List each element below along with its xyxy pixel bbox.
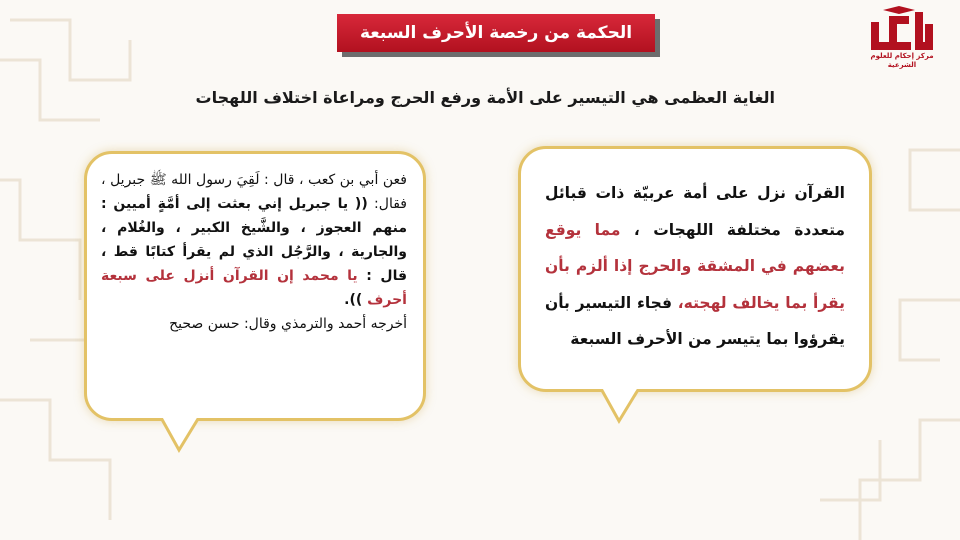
hadith-text <box>101 168 407 336</box>
explanation-bubble <box>518 146 872 392</box>
explanation-part-3: فجاء التيسير بأن يقرؤوا بما يتيسر من الأحرف السبعة <box>545 293 845 348</box>
logo-subtitle: مركز إحكام للعلوم الشرعية <box>870 52 934 69</box>
explanation-highlight: مما يوقع بعضهم في المشقة والحرج إذا ألزم بأن يقرأ بما يخالف لهجته، <box>545 220 845 312</box>
slide-title: الحكمة من رخصة الأحرف السبعة <box>337 14 655 52</box>
speech-bubble-tail-icon <box>597 385 647 425</box>
logo-mark-icon <box>867 6 937 54</box>
slide-subtitle: الغاية العظمى هي التيسير على الأمة ورفع الحرج ومراعاة اختلاف اللهجات <box>195 88 775 107</box>
hadith-quote-highlight: يا محمد إن القرآن أنزل على سبعة أحرف <box>101 268 407 308</box>
hadith-bubble <box>84 151 426 421</box>
hadith-source: أخرجه أحمد والترمذي وقال: حسن صحيح <box>169 316 407 332</box>
hadith-quote: (( يا جبريل إني بعثت إلى أمَّةٍ أميين : منهم العجوز ، والشَّيخ الكبير ، والغُلام ، والجارية ، والرَّجُل الذي لم يقرأ كتابًا قط ، قال : <box>101 196 407 284</box>
hadith-quote-end: )). <box>344 292 368 308</box>
explanation-text <box>545 175 845 358</box>
explanation-part-1: القرآن نزل على أمة عربيّة ذات قبائل متعددة مختلفة اللهجات ، <box>545 184 845 239</box>
hadith-intro: فعن أبي بن كعب ، قال : لَقِيَ رسول الله ﷺ جبريل ، فقال: <box>101 172 407 212</box>
logo <box>858 6 946 70</box>
speech-bubble-tail-icon <box>157 414 207 454</box>
